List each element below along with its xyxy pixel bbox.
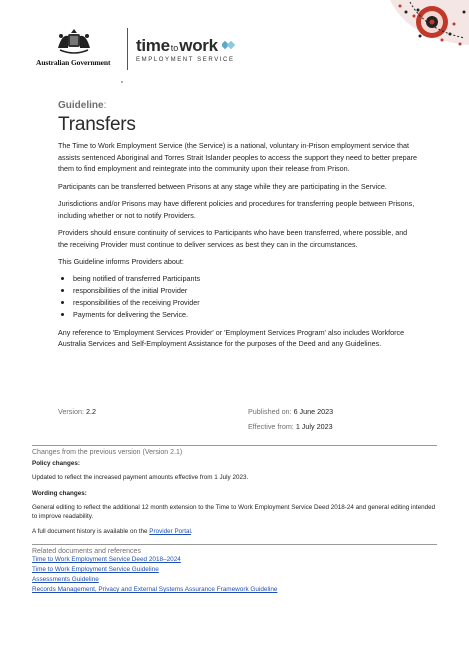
brand-subtitle: EMPLOYMENT SERVICE: [136, 57, 235, 63]
wording-changes-text: General editing to reflect the additional 12 month extension to the Time to Work Employment Service Deed 2018-24 and general editing intended to improve readability.: [32, 504, 436, 520]
version-info: [58, 407, 248, 416]
policy-changes-text: Updated to reflect the increased payment amounts effective from 1 July 2023.: [32, 474, 249, 481]
indigenous-artwork-icon: [370, 0, 469, 60]
history-end: .: [190, 528, 193, 535]
list-item: being notified of transferred Participants: [58, 273, 418, 285]
published-label: Published on:: [248, 407, 292, 416]
brand-to: to: [170, 43, 179, 53]
brand-time: time: [136, 36, 170, 55]
history-text: A full document history is available on the: [32, 528, 148, 535]
changes-title: Changes from the previous version (Version 2.1): [32, 449, 183, 456]
page-header: [0, 0, 469, 88]
coat-of-arms-icon: [52, 26, 96, 56]
header-divider: [127, 28, 128, 70]
effective-value: 1 July 2023: [295, 422, 333, 431]
records-management-link[interactable]: Records Management, Privacy and External Systems Assurance Framework Guideline: [32, 586, 278, 593]
brand-work: work: [179, 36, 218, 55]
brand-logo: [136, 36, 236, 63]
paragraph-references: Any reference to 'Employment Services Provider' or 'Employment Services Program' also includes Workforce Australia Services and Self-Employment Assistance for the purposes of the Deed and any Guidelines.: [58, 327, 405, 348]
deed-link[interactable]: Time to Work Employment Service Deed 2018–2024: [32, 556, 181, 563]
policy-changes-heading: Policy changes:: [32, 460, 80, 467]
intro-paragraph: The Time to Work Employment Service (the Service) is a national, voluntary in-Prison employment service that assists sentenced Aboriginal and Torres Strait Islander peoples to access the support they need to better prepare them to find employment and reintegrate into the community upon their release from Prison.: [58, 141, 418, 173]
effective-label: Effective from:: [248, 422, 294, 431]
history-note: [32, 527, 437, 536]
document-label-suffix: :: [103, 100, 107, 111]
version-value: 2.2: [85, 407, 96, 416]
changes-section: [32, 445, 437, 536]
provider-portal-link[interactable]: Provider Portal: [149, 528, 191, 535]
published-value: 6 June 2023: [293, 407, 334, 416]
document-body: [58, 100, 418, 350]
paragraph-jurisdictions: Jurisdictions and/or Prisons may have different policies and procedures for transferring people between Prisons, including whether or not to notify Providers.: [58, 199, 415, 220]
document-label: [58, 100, 418, 111]
paragraph-transfer-stage: Participants can be transferred between Prisons at any stage while they are participating in the Service.: [58, 181, 387, 191]
topics-list: [58, 273, 418, 321]
brand-arrow-icon: [222, 38, 236, 52]
paragraph-continuity: Providers should ensure continuity of services to Participants who have been transferred, where possible, and the receiving Provider must continue to deliver services as best they can in the circumstances.: [58, 228, 408, 249]
wording-changes-heading: Wording changes:: [32, 490, 87, 497]
related-title: Related documents and references: [32, 548, 141, 555]
list-item: responsibilities of the receiving Provider: [58, 297, 418, 309]
page-title: Transfers: [58, 114, 136, 135]
government-name: Australian Government: [36, 58, 111, 67]
assessments-guideline-link[interactable]: Assessments Guideline: [32, 576, 99, 583]
list-item: Payments for delivering the Service.: [58, 309, 418, 321]
effective-info: [248, 422, 333, 431]
list-item: responsibilities of the initial Provider: [58, 285, 418, 297]
paragraph-informs: This Guideline informs Providers about:: [58, 257, 184, 266]
document-label-text: Guideline: [58, 100, 104, 111]
service-guideline-link[interactable]: Time to Work Employment Service Guideline: [32, 566, 159, 573]
document-meta: [58, 404, 418, 434]
published-info: [248, 407, 333, 416]
version-label: Version:: [58, 407, 84, 416]
related-documents-section: [32, 544, 437, 595]
header-dot: [121, 81, 123, 83]
